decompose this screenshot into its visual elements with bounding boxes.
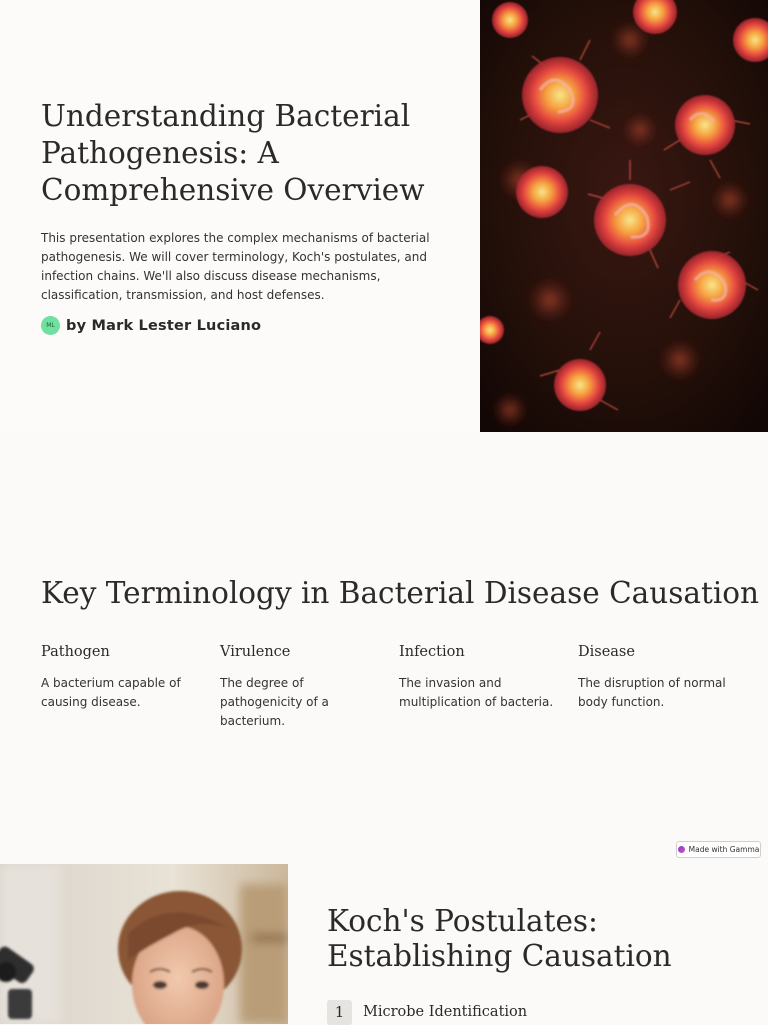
author-name: by Mark Lester Luciano	[66, 317, 262, 334]
term-definition: The disruption of normal body function.	[578, 676, 726, 709]
badge-label: Made with Gamma	[688, 845, 760, 854]
postulate-step	[327, 1000, 527, 1025]
made-with-gamma-badge[interactable]	[676, 841, 761, 858]
term-title: Infection	[399, 644, 465, 660]
term-definition: The invasion and multiplication of bacteria.	[399, 676, 554, 709]
scientist-photo	[0, 864, 288, 1024]
term-card-infection	[399, 642, 559, 712]
slide-terminology	[0, 432, 768, 864]
step-label: Microbe Identification	[363, 1003, 528, 1020]
gamma-logo-icon	[678, 846, 685, 853]
term-definition: The degree of pathogenicity of a bacterium.	[220, 676, 329, 728]
term-definition: A bacterium capable of causing disease.	[41, 676, 181, 709]
slide-koch-postulates	[0, 864, 768, 1024]
term-title: Pathogen	[41, 644, 110, 660]
slide-description: This presentation explores the complex mechanisms of bacterial pathogenesis. We will cover terminology, Koch's postulates, and infection chains. We'll also discuss disease mechanisms, classification, transmission, and host defenses.	[41, 231, 430, 302]
term-card-disease	[578, 642, 738, 712]
bacteria-image	[480, 0, 768, 432]
term-card-virulence	[220, 642, 380, 731]
slide-title	[0, 0, 768, 432]
terminology-heading: Key Terminology in Bacterial Disease Causation	[41, 576, 760, 610]
step-number: 1	[327, 1000, 352, 1025]
slide-title-heading: Understanding Bacterial Pathogenesis: A Comprehensive Overview	[41, 99, 425, 207]
term-title: Virulence	[220, 644, 291, 660]
avatar: ML	[41, 316, 60, 335]
term-card-pathogen	[41, 642, 201, 712]
koch-heading: Koch's Postulates: Establishing Causation	[327, 904, 672, 973]
term-title: Disease	[578, 644, 635, 660]
author-byline	[41, 316, 261, 335]
